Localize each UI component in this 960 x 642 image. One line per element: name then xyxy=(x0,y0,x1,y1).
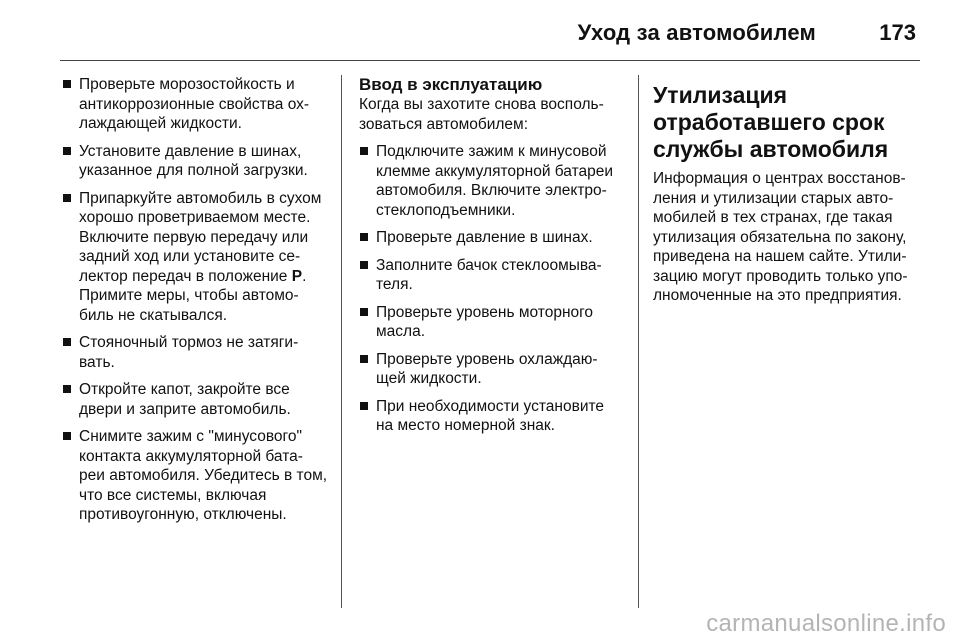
storage-step-list xyxy=(62,75,328,525)
list-item: При необходимости установите на место номерной знак. xyxy=(359,397,625,436)
bullet-icon xyxy=(63,338,71,346)
section-title: Утилизация отработавшего срок службы автомобиля xyxy=(653,82,889,162)
bullet-icon xyxy=(360,355,368,363)
section-title: Ввод в эксплуатацию xyxy=(359,75,543,94)
bullet-icon xyxy=(63,432,71,440)
list-item: Подключите зажим к минусовой клемме аккумуляторной батареи автомобиля. Включите электро-стеклоподъемники. xyxy=(359,142,625,220)
bullet-icon xyxy=(360,233,368,241)
list-item: Установите давление в шинах, указанное для полной загрузки. xyxy=(62,142,328,181)
list-item: Откройте капот, закройте все двери и заприте автомобиль. xyxy=(62,380,328,419)
bullet-icon xyxy=(63,385,71,393)
list-item: Заполните бачок стеклоомыва-теля. xyxy=(359,256,625,295)
list-item: Проверьте морозостойкость и антикоррозионные свойства ох-лаждающей жидкости. xyxy=(62,75,328,134)
column-storage-steps xyxy=(62,75,328,533)
bullet-icon xyxy=(63,194,71,202)
list-item: Припаркуйте автомобиль в сухом хорошо проветриваемом месте. Включите первую передачу или задний ход или установите се-лектор передач в положение P. Примите меры, чтобы автомо-биль не скатывался. xyxy=(62,189,328,326)
section-intro: Когда вы захотите снова восполь-зоваться автомобилем: xyxy=(359,96,604,133)
column-disposal xyxy=(653,75,921,306)
header-divider xyxy=(60,60,920,61)
column-divider-1 xyxy=(341,75,342,608)
list-item: Стояночный тормоз не затяги-вать. xyxy=(62,333,328,372)
bullet-icon xyxy=(63,80,71,88)
list-item: Снимите зажим с "минусового" контакта аккумуляторной бата-реи автомобиля. Убедитесь в том, что все системы, включая противоугонную, отключены. xyxy=(62,427,328,525)
page-header xyxy=(60,12,920,52)
bullet-icon xyxy=(360,308,368,316)
column-divider-2 xyxy=(638,75,639,608)
list-item: Проверьте уровень охлаждаю-щей жидкости. xyxy=(359,350,625,389)
section-text: Информация о центрах восстанов-ления и утилизации старых авто-мобилей в тех странах, где такая утилизация обязательна по закону, приведена на нашем сайте. Утили-зацию могут проводить только упо-лномоченные на это предприятия. xyxy=(653,170,908,304)
list-item: Проверьте давление в шинах. xyxy=(359,228,625,248)
page-number: 173 xyxy=(879,20,916,45)
column-recommissioning xyxy=(359,75,625,444)
gear-position: P xyxy=(291,267,303,285)
list-item: Проверьте уровень моторного масла. xyxy=(359,303,625,342)
recommission-step-list xyxy=(359,142,625,436)
bullet-icon xyxy=(360,147,368,155)
bullet-icon xyxy=(360,261,368,269)
header-title: Уход за автомобилем xyxy=(577,20,816,45)
bullet-icon xyxy=(63,147,71,155)
bullet-icon xyxy=(360,402,368,410)
watermark: carmanualsonline.info xyxy=(706,610,946,637)
